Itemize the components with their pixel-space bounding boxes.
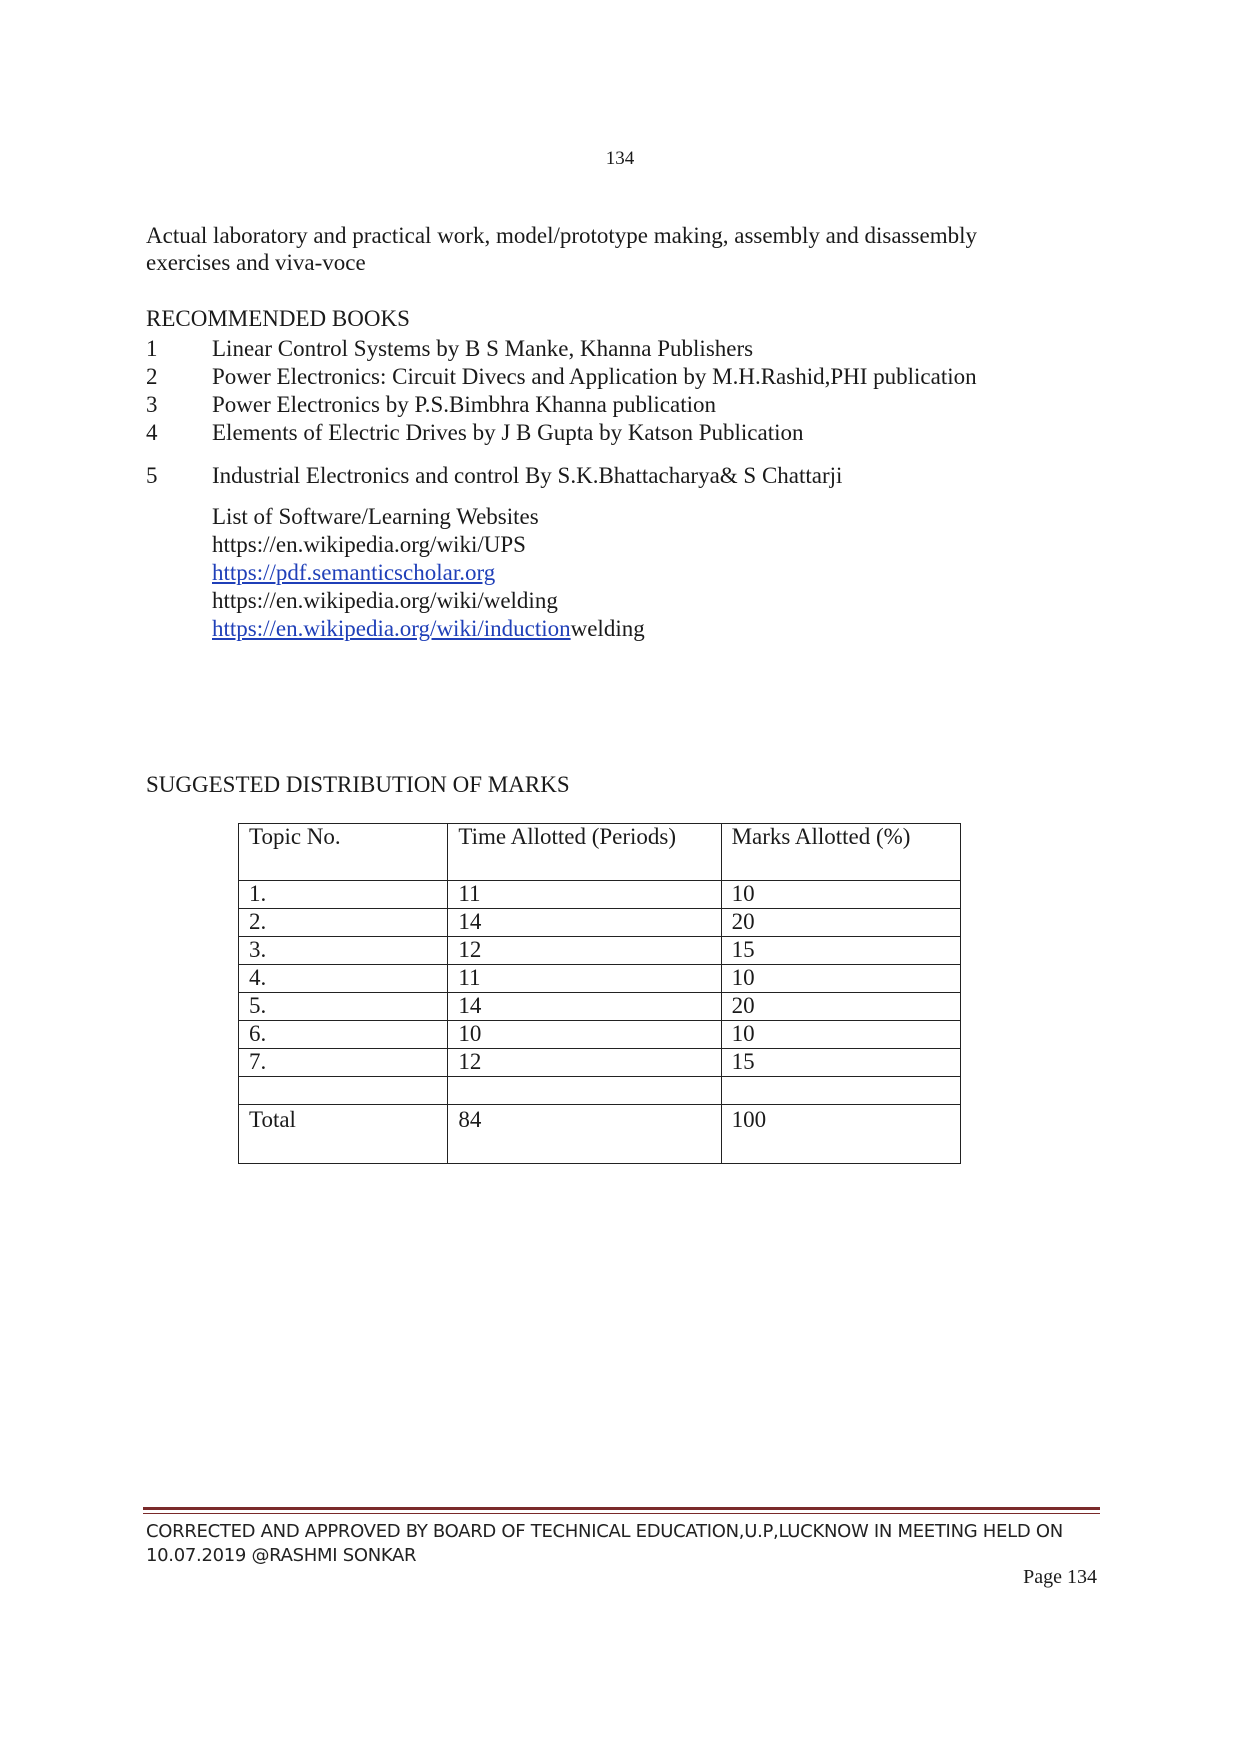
book-number: 3 [146, 392, 158, 417]
book-number: 5 [146, 463, 158, 488]
table-row [239, 965, 961, 993]
table-row [239, 881, 961, 909]
books-list [146, 335, 1096, 490]
topic-cell [239, 1077, 448, 1105]
column-header: Topic No. [239, 824, 448, 881]
marks-cell: 15 [721, 937, 960, 965]
book-number: 2 [146, 364, 158, 389]
table-total-row [239, 1105, 961, 1164]
footer-divider-thin [143, 1513, 1100, 1514]
topic-cell: 4. [239, 965, 448, 993]
marks-table [238, 823, 961, 1164]
marks-cell: 15 [721, 1049, 960, 1077]
book-number: 1 [146, 336, 158, 361]
page-label: Page 134 [1023, 1566, 1097, 1588]
time-cell [448, 1077, 721, 1105]
book-title: Industrial Electronics and control By S.K.Bhattacharya& S Chattarji [212, 463, 843, 488]
book-title: Elements of Electric Drives by J B Gupta by Katson Publication [212, 420, 804, 445]
table-row [239, 1021, 961, 1049]
book-item [146, 335, 1096, 363]
topic-cell: 2. [239, 909, 448, 937]
book-number: 4 [146, 420, 158, 445]
total-label-cell: Total [239, 1105, 448, 1164]
table-row [239, 937, 961, 965]
websites-list [212, 503, 645, 643]
book-item [146, 363, 1096, 391]
total-marks-cell: 100 [721, 1105, 960, 1164]
website-url: https://en.wikipedia.org/wiki/welding [212, 588, 558, 613]
time-cell: 11 [448, 881, 721, 909]
topic-cell: 5. [239, 993, 448, 1021]
book-title: Power Electronics by P.S.Bimbhra Khanna publication [212, 392, 717, 417]
book-item [146, 462, 1096, 490]
marks-cell: 10 [721, 965, 960, 993]
time-cell: 14 [448, 993, 721, 1021]
table-header-row [239, 824, 961, 881]
column-header: Marks Allotted (%) [721, 824, 960, 881]
book-item [146, 391, 1096, 419]
time-cell: 12 [448, 937, 721, 965]
time-cell: 10 [448, 1021, 721, 1049]
table-row [239, 993, 961, 1021]
website-link[interactable]: https://en.wikipedia.org/wiki/induction [212, 616, 571, 641]
website-link[interactable]: https://pdf.semanticscholar.org [212, 560, 496, 585]
footer-divider [143, 1507, 1100, 1510]
page-number-top: 134 [605, 148, 635, 169]
footer-approval-text: CORRECTED AND APPROVED BY BOARD OF TECHNICAL EDUCATION,U.P,LUCKNOW IN MEETING HELD ON 10.07.2019 @RASHMI SONKAR [146, 1521, 1063, 1566]
marks-cell: 20 [721, 909, 960, 937]
topic-cell: 1. [239, 881, 448, 909]
total-time-cell: 84 [448, 1105, 721, 1164]
marks-cell: 10 [721, 881, 960, 909]
marks-heading: SUGGESTED DISTRIBUTION OF MARKS [146, 772, 570, 797]
book-title: Linear Control Systems by B S Manke, Khanna Publishers [212, 336, 754, 361]
marks-cell: 10 [721, 1021, 960, 1049]
book-item [146, 419, 1096, 447]
website-link-suffix: welding [570, 616, 645, 641]
marks-cell [721, 1077, 960, 1105]
table-row [239, 1049, 961, 1077]
websites-heading: List of Software/Learning Websites [212, 504, 539, 529]
time-cell: 12 [448, 1049, 721, 1077]
book-title: Power Electronics: Circuit Divecs and Application by M.H.Rashid,PHI publication [212, 364, 977, 389]
intro-paragraph: Actual laboratory and practical work, model/prototype making, assembly and disassembly exercises and viva-voce [146, 223, 977, 275]
table-row [239, 909, 961, 937]
column-header: Time Allotted (Periods) [448, 824, 721, 881]
marks-cell: 20 [721, 993, 960, 1021]
website-url: https://en.wikipedia.org/wiki/UPS [212, 532, 526, 557]
topic-cell: 6. [239, 1021, 448, 1049]
books-heading: RECOMMENDED BOOKS [146, 306, 410, 331]
time-cell: 14 [448, 909, 721, 937]
topic-cell: 7. [239, 1049, 448, 1077]
table-row-empty [239, 1077, 961, 1105]
topic-cell: 3. [239, 937, 448, 965]
time-cell: 11 [448, 965, 721, 993]
